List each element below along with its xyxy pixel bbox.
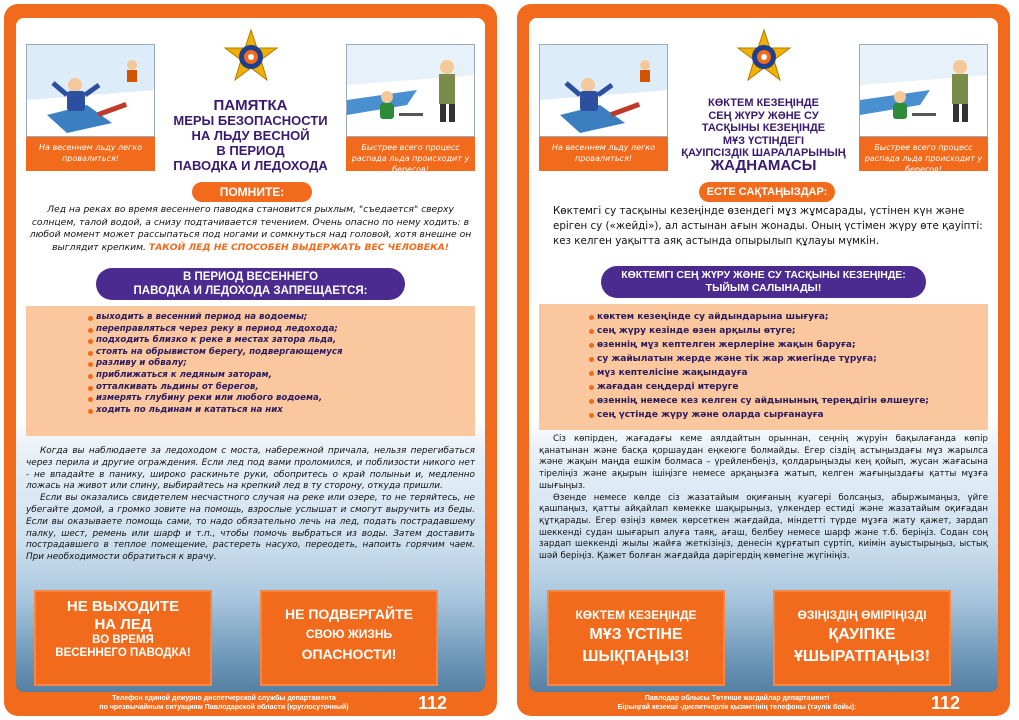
intro-paragraph: Көктемгі су тасқыны кезеңінде өзендегі мұз жұмсарады, үстінен күн және еріген су («жейді»), ал астынан ағын жонады. Оның үстімен жүру өте қауіпті: кез келген уақытта аяқ астында опырылып құлауы мүмкін. — [553, 205, 983, 247]
cta-dont-risk-life — [260, 590, 438, 686]
cta-line: НЕ ПОДВЕРГАЙТЕ — [285, 606, 413, 622]
title-line: В ПЕРИОД — [216, 143, 285, 158]
list-item: өзеннің немесе кез келген су айдынының тереңдігін өлшеуге; — [597, 394, 988, 408]
prohibited-banner — [601, 266, 926, 298]
body-text — [26, 446, 475, 564]
title-line: ТАСҚЫНЫ КЕЗЕҢІНДЕ — [701, 122, 826, 134]
footer — [517, 692, 1010, 714]
cta-line: МҰЗ ҮСТІНЕ — [589, 626, 683, 643]
list-item: стоять на обрывистом берегу, подвергающемуся — [96, 347, 475, 359]
footer-line: по чрезвычайным ситуациям Павлодарской области (круглосуточный) — [99, 704, 349, 711]
title-line: НА ЛЬДУ ВЕСНОЙ — [191, 128, 310, 143]
cta-line: ӨЗІҢІЗДІҢ ӨМІРІҢІЗДІ — [797, 608, 927, 622]
cta-dont-go-on-ice — [34, 590, 212, 686]
caption-left: На весеннем льду легко провалиться! — [26, 137, 155, 171]
footer-line: Бірыңғай кезекші -диспетчерлік қызметінің телефоны (тәулік бойы): — [617, 704, 857, 711]
list-item: приближаться к ледяным заторам, — [96, 370, 475, 382]
emergency-emblem-icon — [734, 28, 794, 88]
poster-kazakh — [517, 4, 1010, 716]
emergency-phone: 112 — [417, 693, 447, 713]
illustration-child-falling-through-ice — [539, 44, 668, 137]
intro-paragraph: Лед на реках во время весеннего паводка становится рыхлым, "съедается" сверху солнцем, талой водой, а снизу подтачивается течением. Очень опасно по нему ходить: в любой момент может рассыпаться под ногами и сомкнуться над головой, хотя внешне он выглядит крепким. — [29, 204, 472, 253]
title-line: МҰЗ ҮСТІНДЕГІ — [722, 134, 805, 147]
poster-panel — [16, 18, 485, 692]
remember-badge: ЕСТЕ САҚТАҢЫЗДАР: — [699, 182, 835, 202]
cta-line: ҰШЫРАТПАҢЫЗ! — [793, 648, 931, 665]
list-item: ходить по льдинам и кататься на них — [96, 405, 475, 417]
title-line: ҚАУІПСІЗДІК ШАРАЛАРЫНЫҢ — [681, 147, 846, 159]
cta-line: СВОЮ ЖИЗНЬ — [305, 627, 393, 641]
illustration-child-with-sled — [346, 44, 475, 137]
poster-title — [677, 97, 850, 172]
banner-line: КӨКТЕМГІ СЕҢ ЖҮРУ ЖӘНЕ СУ ТАСҚЫНЫ КЕЗЕҢІНДЕ: — [621, 269, 906, 281]
illustration-child-with-sled — [859, 44, 988, 137]
list-item: көктем кезеңінде су айдындарына шығуға; — [597, 310, 988, 324]
banner-line: В ПЕРИОД ВЕСЕННЕГО — [182, 271, 319, 283]
body-paragraph: Когда вы наблюдаете за ледоходом с моста, набережной причала, нельзя перегибаться через перила и другие ограждения. Если лед под вами проломился, и поблизости никого нет - не впадайте в панику, широко раскиньте руки, обопритесь о край полыньи и, медленно ложась на живот или спину, выбирайтесь на крепкий лед в ту сторону, откуда пришли. — [26, 446, 475, 492]
cta-line: ВО ВРЕМЯ — [92, 634, 154, 646]
list-item: су жайылатын жерде және тік жар жиегінде тұруға; — [597, 352, 988, 366]
banner-line: ПАВОДКА И ЛЕДОХОДА ЗАПРЕЩАЕТСЯ: — [133, 285, 368, 297]
body-paragraph: Өзенде немесе көлде сіз жазатайым оқиғаның куәгері болсаңыз, абыржымаңыз, үйге қашпаңыз, қатты айқайлап көмекке шақырыңыз, үлкендер естиді және жазатайым оқиғадан құтқарады. Егер өзіңіз көмек көрсеткен жағдайда, міндетті түрде мұзға жату қажет, зардап шеккенді судан шығарып алуға таяқ, ағаш, белбеу немесе шарф және т.б. беріңіз. Содан соң зардап шеккенді жылы жайға жеткізіңіз, денесін құрғатып сүртіп, киімін ауыстырыңыз, ыстық шәй беріңіз. Қажет болған жағдайда дәрігердің көмегіне жүгініңіз. — [539, 492, 988, 562]
list-item: разливу и обвалу; — [96, 358, 475, 370]
cta-line: НА ЛЕД — [94, 616, 152, 633]
caption-left: На весеннем льду легко провалиться! — [539, 137, 668, 171]
emergency-emblem-icon — [221, 28, 281, 88]
title-line: ПАМЯТКА — [213, 97, 288, 114]
list-item: измерять глубину реки или любого водоема, — [96, 393, 475, 405]
body-text — [539, 434, 988, 563]
cta-line: НЕ ВЫХОДИТЕ — [66, 598, 180, 615]
cta-line: КӨКТЕМ КЕЗЕҢІНДЕ — [575, 608, 697, 622]
title-line: МЕРЫ БЕЗОПАСНОСТИ — [173, 113, 328, 128]
title-line: ЖАДНАМАСЫ — [710, 156, 817, 174]
cta-dont-risk-life — [773, 590, 951, 686]
poster-title — [164, 98, 337, 173]
list-item: жағадан сеңдерді итеруге — [597, 380, 988, 394]
remember-badge: ПОМНИТЕ: — [192, 182, 312, 202]
poster-panel — [529, 18, 998, 692]
list-item: подходить близко к реке в местах затора льда, — [96, 335, 475, 347]
caption-right: Быстрее всего процесс распада льда происходит у берегов! — [859, 137, 988, 171]
prohibited-list — [26, 306, 475, 436]
footer — [4, 692, 497, 714]
intro-text — [539, 204, 988, 249]
footer-line: Телефон единой дежурно диспетчерской службы департамента — [112, 695, 336, 702]
title-line: СЕҢ ЖҮРУ ЖӘНЕ СУ — [708, 109, 819, 122]
body-paragraph: Сіз көпірден, жағадағы кеме аялдайтын орыннан, сеңнің жүруін бақылағанда көпір қанатынан және басқа қоршаудан еңкеюге болмайды. Егер сіздің астыңыздағы мұз жарылса және жақын маңда ешкім болмаса – үрейленбеңіз, қолдарыңызды кең қойып, жусан жағасына тіреліңіз және ақырын ішіңізге немесе арқаңызға жатып, келген жағыңыздағы қатты мұзға шығыңыз. — [539, 434, 988, 491]
list-item: выходить в весенний период на водоемы; — [96, 312, 475, 324]
emergency-phone: 112 — [930, 693, 960, 713]
prohibited-list — [539, 304, 988, 430]
cta-dont-go-on-ice — [547, 590, 725, 686]
footer-text — [547, 694, 927, 712]
warning-text: ТАКОЙ ЛЕД НЕ СПОСОБЕН ВЫДЕРЖАТЬ ВЕС ЧЕЛОВЕКА! — [148, 241, 449, 253]
list-item: сең жүру кезінде өзен арқылы өтуге; — [597, 324, 988, 338]
caption-right: Быстрее всего процесс распада льда происходит у берегов! — [346, 137, 475, 171]
list-item: өзеннің мұз кептелген жерлеріне жақын баруға; — [597, 338, 988, 352]
cta-line: ҚАУІПКЕ — [828, 626, 896, 643]
list-item: мұз кептелісіне жақындауға — [597, 366, 988, 380]
poster-russian — [4, 4, 497, 716]
cta-line: ОПАСНОСТИ! — [301, 646, 397, 662]
footer-line: Павлодар облысы Төтенше жағдайлар департаменті — [644, 695, 830, 702]
body-paragraph: Если вы оказались свидетелем несчастного случая на реке или озере, то не теряйтесь, не убегайте домой, а громко зовите на помощь, взрослые услышат и смогут выручить из беды. Если вы оказываете помощь сами, то надо обязательно лечь на лед, подать пострадавшему палку, шест, ремень или шарф и т.п., чтобы помочь выбраться из воды. Затем доставить пострадавшего в теплое помещение, растереть насухо, переодеть, напоить горячим чаем. При необходимости обратиться к врачу. — [26, 493, 475, 563]
cta-line: ШЫҚПАҢЫЗ! — [582, 648, 690, 665]
list-item: сең үстінде жүру және оларда сырғанауға — [597, 408, 988, 422]
banner-line: ТЫЙЫМ САЛЫНАДЫ! — [705, 282, 822, 294]
title-line: ПАВОДКА И ЛЕДОХОДА — [173, 158, 328, 173]
prohibited-banner — [96, 268, 405, 300]
list-item: отталкивать льдины от берегов, — [96, 382, 475, 394]
title-line: КӨКТЕМ КЕЗЕҢІНДЕ — [708, 97, 819, 109]
intro-text — [26, 204, 475, 254]
footer-text — [34, 694, 414, 712]
cta-line: ВЕСЕННЕГО ПАВОДКА! — [55, 647, 191, 659]
illustration-child-falling-through-ice — [26, 44, 155, 137]
list-item: переправляться через реку в период ледохода; — [96, 324, 475, 336]
